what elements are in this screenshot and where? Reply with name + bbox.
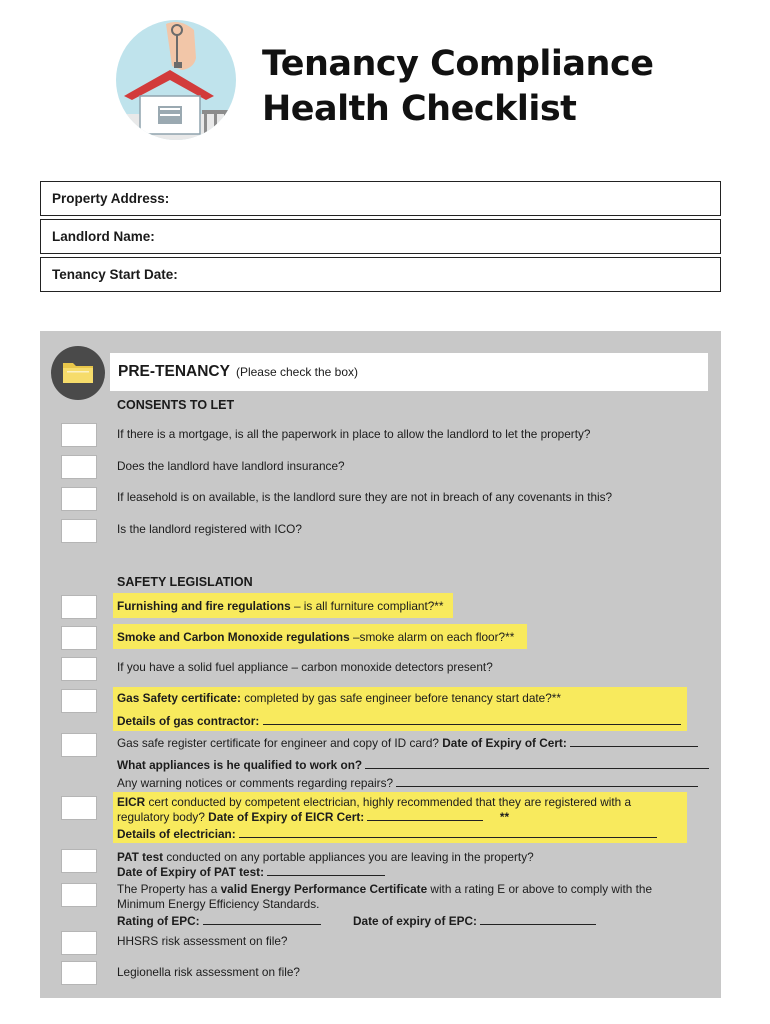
page-title: Tenancy Compliance Health Checklist <box>262 44 654 129</box>
epc-standards-line: Minimum Energy Efficiency Standards. <box>117 897 320 911</box>
eicr-expiry-input[interactable] <box>367 810 483 821</box>
safety-heading: SAFETY LEGISLATION <box>117 575 253 589</box>
checkbox-leasehold[interactable] <box>61 487 97 511</box>
electrician-input[interactable] <box>239 827 657 838</box>
question-legionella: Legionella risk assessment on file? <box>117 965 300 979</box>
question-insurance: Does the landlord have landlord insurance? <box>117 459 345 473</box>
epc-expiry-input[interactable] <box>480 914 596 925</box>
checkbox-hhsrs[interactable] <box>61 931 97 955</box>
question-epc: The Property has a valid Energy Performance Certificate with a rating E or above to comply with the <box>117 882 653 896</box>
electrician-line: Details of electrician: <box>117 826 657 842</box>
checkbox-mortgage[interactable] <box>61 423 97 447</box>
question-smoke: Smoke and Carbon Monoxide regulations –smoke alarm on each floor?** <box>117 630 515 644</box>
landlord-name-field[interactable] <box>40 219 721 254</box>
checkbox-epc[interactable] <box>61 883 97 907</box>
warnings-line: Any warning notices or comments regarding repairs? <box>117 775 698 791</box>
epc-rating-input[interactable] <box>203 914 321 925</box>
tenancy-start-date-label: Tenancy Start Date: <box>52 267 178 282</box>
checkbox-gas-register[interactable] <box>61 733 97 757</box>
appliances-line: What appliances is he qualified to work on? <box>117 757 709 773</box>
section-title: PRE-TENANCY <box>118 363 230 380</box>
section-note: (Please check the box) <box>235 365 359 379</box>
checkbox-legionella[interactable] <box>61 961 97 985</box>
question-mortgage: If there is a mortgage, is all the paperwork in place to allow the landlord to let the property? <box>117 427 591 441</box>
folder-icon <box>51 346 105 400</box>
question-solid-fuel: If you have a solid fuel appliance – carbon monoxide detectors present? <box>117 660 493 674</box>
gas-contractor-line: Details of gas contractor: <box>117 713 681 729</box>
tenancy-start-date-field[interactable] <box>40 257 721 292</box>
checkbox-furnishing[interactable] <box>61 595 97 619</box>
section-header <box>110 353 708 391</box>
checkbox-pat[interactable] <box>61 849 97 873</box>
checkbox-eicr[interactable] <box>61 796 97 820</box>
question-leasehold: If leasehold is on available, is the landlord sure they are not in breach of any covenants in this? <box>117 490 613 504</box>
question-ico: Is the landlord registered with ICO? <box>117 522 302 536</box>
checkbox-gas-safety[interactable] <box>61 689 97 713</box>
gas-contractor-input[interactable] <box>263 714 681 725</box>
eicr-expiry-line: regulatory body? Date of Expiry of EICR Cert: ** <box>117 810 510 824</box>
epc-expiry-line: Date of expiry of EPC: <box>353 913 596 929</box>
checkbox-ico[interactable] <box>61 519 97 543</box>
appliances-input[interactable] <box>365 758 709 769</box>
question-eicr: EICR cert conducted by competent electrician, highly recommended that they are registered with a <box>117 795 632 809</box>
house-key-illustration <box>110 18 242 140</box>
epc-rating-line: Rating of EPC: <box>117 913 321 929</box>
question-hhsrs: HHSRS risk assessment on file? <box>117 934 288 948</box>
question-furnishing: Furnishing and fire regulations – is all furniture compliant?** <box>117 599 444 613</box>
landlord-name-label: Landlord Name: <box>52 229 155 244</box>
checkbox-insurance[interactable] <box>61 455 97 479</box>
property-address-field[interactable] <box>40 181 721 216</box>
property-address-label: Property Address: <box>52 191 170 206</box>
pat-expiry-line: Date of Expiry of PAT test: <box>117 864 385 880</box>
question-pat: PAT test conducted on any portable appliances you are leaving in the property? <box>117 850 534 864</box>
question-gas-register: Gas safe register certificate for engineer and copy of ID card? Date of Expiry of Cert: <box>117 735 698 751</box>
gas-cert-expiry-input[interactable] <box>570 736 698 747</box>
consents-heading: CONSENTS TO LET <box>117 398 235 412</box>
question-gas-safety: Gas Safety certificate: completed by gas safe engineer before tenancy start date?** <box>117 691 561 705</box>
warnings-input[interactable] <box>396 776 698 787</box>
checkbox-smoke[interactable] <box>61 626 97 650</box>
pat-expiry-input[interactable] <box>267 865 385 876</box>
checkbox-solid-fuel[interactable] <box>61 657 97 681</box>
